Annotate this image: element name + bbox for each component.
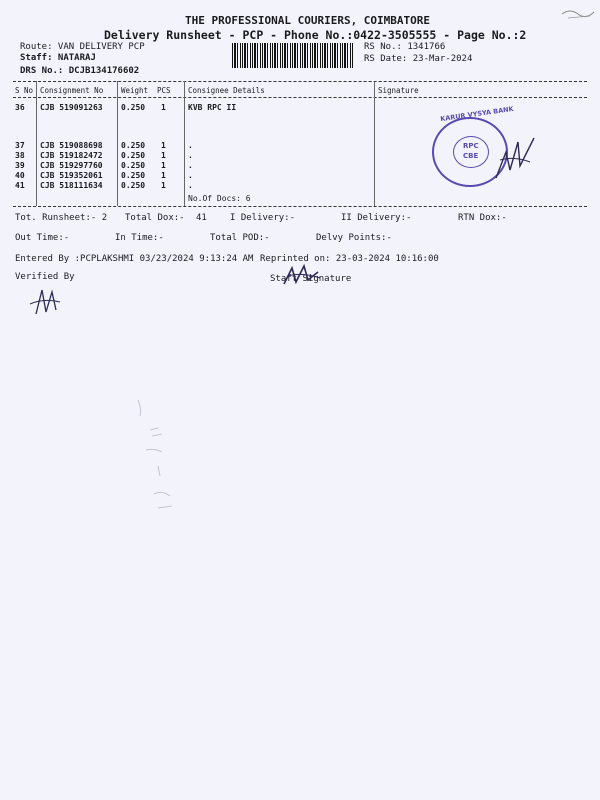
out-time: Out Time:- [15, 233, 70, 243]
total-dox-value: 41 [196, 213, 207, 223]
tot-runsheet: Tot. Runsheet:- 2 [15, 213, 108, 223]
delvy-points: Delvy Points:- [316, 233, 392, 243]
row-pcs: 1 [161, 181, 166, 190]
row-consignee: . [188, 161, 193, 170]
header-pcs: PCS [157, 86, 171, 95]
row-weight: 0.250 [121, 181, 146, 190]
route-label: Route: VAN DELIVERY PCP [20, 42, 145, 52]
entered-by: Entered By :PCPLAKSHMI 03/23/2024 9:13:24 AM [15, 254, 254, 264]
verified-by: Verified By [15, 272, 75, 282]
staff-label: Staff: NATARAJ [20, 53, 96, 63]
staff-signature-label: Staff Signature [270, 274, 352, 284]
stamp-line-cbe: CBE [463, 152, 479, 160]
rs-number: RS No.: 1341766 [364, 42, 446, 52]
row-weight: 0.250 [121, 161, 146, 170]
row-sno: 41 [15, 181, 25, 190]
table-header-rule [13, 97, 587, 98]
table-bottom-rule [13, 206, 587, 207]
row-consignee: . [188, 141, 193, 150]
ii-delivery: II Delivery:- [341, 213, 412, 223]
col-divider [184, 81, 185, 206]
staff-signature [280, 262, 324, 290]
pencil-marks [128, 390, 198, 520]
i-delivery: I Delivery:- [230, 213, 296, 223]
row-weight: 0.250 [121, 171, 146, 180]
col-divider [117, 81, 118, 206]
row-sno: 39 [15, 161, 25, 170]
row-pcs: 1 [161, 103, 166, 112]
col-divider [36, 81, 37, 206]
company-title: THE PROFESSIONAL COURIERS, COIMBATORE [185, 14, 431, 27]
row-pcs: 1 [161, 161, 166, 170]
row-consignee: KVB RPC II [188, 103, 237, 112]
row-consignment: CJB 519088698 [40, 141, 103, 150]
header-signature: Signature [378, 86, 419, 95]
stamp-bank-name: KARUR VYSYA BANK [439, 104, 515, 124]
row-sno: 38 [15, 151, 25, 160]
reprinted-on: Reprinted on: 23-03-2024 10:16:00 [260, 254, 439, 264]
row-consignment: CJB 519297760 [40, 161, 103, 170]
row-weight: 0.250 [121, 151, 146, 160]
recipient-signature [490, 130, 540, 185]
table-top-rule [13, 81, 587, 82]
row-pcs: 1 [161, 141, 166, 150]
row-sno: 37 [15, 141, 25, 150]
barcode [232, 43, 354, 68]
header-sno: S No [15, 86, 34, 95]
total-pod: Total POD:- [210, 233, 270, 243]
corner-scribble [560, 4, 596, 24]
header-consignee: Consignee Details [188, 86, 265, 95]
runsheet-subtitle: Delivery Runsheet - PCP - Phone No.:0422-3505555 - Page No.:2 [104, 28, 527, 42]
col-divider [374, 81, 375, 206]
row-weight: 0.250 [121, 141, 146, 150]
row-consignment: CJB 518111634 [40, 181, 103, 190]
row-pcs: 1 [161, 151, 166, 160]
row-consignment: CJB 519091263 [40, 103, 103, 112]
row-consignee: . [188, 171, 193, 180]
header-weight: Weight [121, 86, 149, 95]
verified-signature [26, 284, 68, 318]
total-dox-label: Total Dox:- [125, 213, 185, 223]
row-weight: 0.250 [121, 103, 146, 112]
row-consignee: . [188, 151, 193, 160]
row-pcs: 1 [161, 171, 166, 180]
row-sno: 40 [15, 171, 25, 180]
rtn-dox: RTN Dox:- [458, 213, 507, 223]
row-sno: 36 [15, 103, 25, 112]
stamp-line-rpc: RPC [463, 142, 479, 150]
no-of-docs: No.Of Docs: 6 [188, 194, 251, 203]
rs-date: RS Date: 23-Mar-2024 [364, 54, 473, 64]
header-consignment: Consignment No [40, 86, 104, 95]
row-consignment: CJB 519352061 [40, 171, 103, 180]
row-consignment: CJB 519182472 [40, 151, 103, 160]
row-consignee: . [188, 181, 193, 190]
drs-number: DRS No.: DCJB134176602 [20, 66, 140, 76]
in-time: In Time:- [115, 233, 164, 243]
